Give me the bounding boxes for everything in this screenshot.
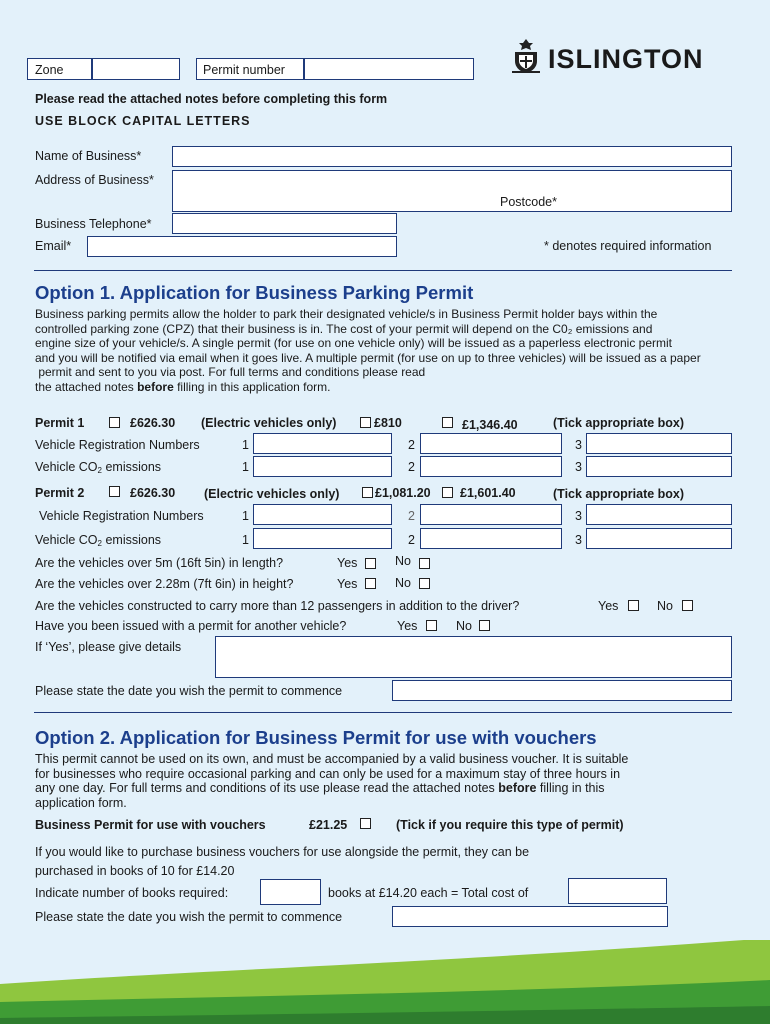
yes-label: Yes: [337, 556, 358, 570]
required-note: * denotes required information: [544, 239, 712, 253]
yes-label: Yes: [397, 619, 418, 633]
option1-line: permit and sent to you via post. For full terms and conditions please read: [35, 365, 426, 380]
commence-date-input-option2[interactable]: [392, 906, 668, 927]
permit2-price2: £1,081.20: [375, 486, 431, 500]
vrn-number: 2: [408, 509, 415, 523]
details-label: If ‘Yes’, please give details: [35, 640, 182, 654]
business-name-input[interactable]: [172, 146, 732, 167]
vouchers-info-line1: If you would like to purchase business vouchers for use alongside the permit, they can be: [35, 845, 530, 859]
option1-title: Option 1. Application for Business Parking Permit: [35, 282, 474, 303]
permit2-price: £626.30: [130, 486, 176, 500]
commence-date-input-option1[interactable]: [392, 680, 732, 701]
option2-line: application form.: [35, 795, 127, 810]
vrn-number: 2: [408, 438, 415, 452]
length-yes-checkbox[interactable]: [365, 558, 376, 569]
option1-description: [35, 307, 735, 395]
email-label: Email*: [35, 239, 72, 253]
length-question: Are the vehicles over 5m (16ft 5in) in length?: [35, 556, 284, 570]
other-permit-no-checkbox[interactable]: [479, 620, 490, 631]
option2-line: [35, 781, 735, 796]
text: filling in this: [536, 781, 605, 796]
option2-line: for businesses who require occasional parking and can only be used for a maximum stay of three hours in: [35, 766, 621, 781]
text: the attached notes: [35, 379, 138, 394]
option1-line: controlled parking zone (CPZ) that their business is in. The cost of your permit will depend on the C0₂ emissions and: [35, 321, 653, 336]
other-permit-yes-checkbox[interactable]: [426, 620, 437, 631]
islington-crest-icon: [510, 38, 542, 74]
notice: Please read the attached notes before completing this form: [35, 92, 388, 106]
vouchers-info-line2: purchased in books of 10 for £14.20: [35, 864, 235, 878]
emphasis: before: [137, 379, 174, 394]
permit1-vrn-input-3[interactable]: [586, 433, 732, 454]
permit2-price3: £1,601.40: [460, 486, 516, 500]
text: emissions: [101, 460, 162, 474]
option2-title: Option 2. Application for Business Permit for use with vouchers: [35, 727, 597, 748]
text: any one day. For full terms and conditions of its use please read the attached notes: [35, 781, 499, 796]
business-name-label: Name of Business*: [35, 149, 142, 163]
option1-line: and you will be notified via email when it goes live. A multiple permit (for use on up to three vehicles) will be issued as a paper: [35, 350, 701, 365]
height-no-checkbox[interactable]: [419, 578, 430, 589]
business-address-input[interactable]: [172, 170, 732, 212]
permit2-co2-input-2[interactable]: [420, 528, 562, 549]
books-quantity-input[interactable]: [260, 879, 321, 905]
business-telephone-label: Business Telephone*: [35, 217, 152, 231]
permit1-vrn-input-1[interactable]: [253, 433, 392, 454]
passengers-no-checkbox[interactable]: [682, 600, 693, 611]
total-cost-input[interactable]: [568, 878, 667, 904]
permit1-vrn-label: Vehicle Registration Numbers: [35, 438, 200, 452]
co2-number: 3: [575, 460, 582, 474]
no-label: No: [395, 554, 411, 568]
permit1-tick-note: (Tick appropriate box): [553, 416, 685, 430]
permit1-price2: £810: [374, 416, 402, 430]
option2-description: [35, 752, 735, 810]
permit1-price3: £1,346.40: [462, 418, 518, 432]
permit2-label: Permit 2: [35, 486, 85, 500]
vrn-number: 3: [575, 509, 582, 523]
permit1-electric-checkbox[interactable]: [360, 417, 371, 428]
co2-number: 2: [408, 533, 415, 547]
permit2-vrn-input-2[interactable]: [420, 504, 562, 525]
vrn-number: 3: [575, 438, 582, 452]
yes-label: Yes: [337, 577, 358, 591]
length-no-checkbox[interactable]: [419, 558, 430, 569]
email-input[interactable]: [87, 236, 397, 257]
permit2-tick-note: (Tick appropriate box): [553, 487, 685, 501]
business-address-label: Address of Business*: [35, 173, 154, 187]
option1-line: Business parking permits allow the holder to park their designated vehicle/s in Business Permit holder bays within the: [35, 307, 658, 321]
permit1-co2-input-1[interactable]: [253, 456, 392, 477]
permit2-electric-label: (Electric vehicles only): [204, 487, 340, 501]
voucher-permit-checkbox[interactable]: [360, 818, 371, 829]
block-capitals-note: USE BLOCK CAPITAL LETTERS: [35, 114, 251, 128]
passengers-question: Are the vehicles constructed to carry more than 12 passengers in addition to the driver?: [35, 599, 520, 613]
co2-number: 1: [242, 460, 249, 474]
permit2-price3-checkbox[interactable]: [442, 487, 453, 498]
zone-input[interactable]: [92, 58, 180, 80]
brand-name: ISLINGTON: [548, 44, 704, 74]
permit1-co2-label: [35, 460, 161, 475]
divider: [34, 712, 732, 713]
vrn-number: 1: [242, 438, 249, 452]
commence-label-option1: Please state the date you wish the permit to commence: [35, 684, 343, 698]
text: 2: [97, 539, 102, 548]
books-cost-label: books at £14.20 each = Total cost of: [328, 886, 529, 900]
yes-label: Yes: [598, 599, 619, 613]
text: filling in this application form.: [173, 379, 331, 394]
voucher-permit-label: Business Permit for use with vouchers: [35, 818, 266, 832]
permit2-vrn-label: Vehicle Registration Numbers: [39, 509, 204, 523]
permit1-label: Permit 1: [35, 416, 85, 430]
permit-number-input[interactable]: [304, 58, 474, 80]
zone-label: Zone: [35, 63, 64, 77]
permit2-electric-checkbox[interactable]: [362, 487, 373, 498]
text: 2: [97, 466, 102, 475]
commence-label-option2: Please state the date you wish the permit to commence: [35, 910, 343, 924]
permit-number-label: Permit number: [203, 63, 285, 77]
permit2-price-checkbox[interactable]: [109, 486, 120, 497]
permit1-price: £626.30: [130, 416, 176, 430]
co2-number: 2: [408, 460, 415, 474]
permit1-electric-label: (Electric vehicles only): [201, 416, 337, 430]
co2-number: 1: [242, 533, 249, 547]
permit1-co2-input-3[interactable]: [586, 456, 732, 477]
footer-wave: [0, 940, 770, 1024]
voucher-permit-tick-note: (Tick if you require this type of permit): [396, 818, 624, 832]
no-label: No: [456, 619, 472, 633]
text: Vehicle CO: [35, 460, 98, 474]
vrn-number: 1: [242, 509, 249, 523]
permit1-price-checkbox[interactable]: [109, 417, 120, 428]
emphasis: before: [498, 781, 537, 796]
passengers-yes-checkbox[interactable]: [628, 600, 639, 611]
voucher-permit-price: £21.25: [309, 818, 348, 832]
option2-line: This permit cannot be used on its own, and must be accompanied by a valid business voucher. It is suitable: [35, 752, 629, 766]
details-input[interactable]: [215, 636, 732, 678]
no-label: No: [657, 599, 673, 613]
height-question: Are the vehicles over 2.28m (7ft 6in) in height?: [35, 577, 294, 591]
text: Vehicle CO: [35, 533, 98, 547]
permit1-vrn-input-2[interactable]: [420, 433, 562, 454]
divider: [34, 270, 732, 271]
no-label: No: [395, 576, 411, 590]
permit1-co2-input-2[interactable]: [420, 456, 562, 477]
postcode-label: Postcode*: [500, 195, 557, 209]
permit2-co2-label: [35, 533, 161, 548]
permit2-vrn-input-1[interactable]: [253, 504, 392, 525]
permit2-vrn-input-3[interactable]: [586, 504, 732, 525]
business-telephone-input[interactable]: [172, 213, 397, 234]
permit2-co2-input-3[interactable]: [586, 528, 732, 549]
permit2-co2-input-1[interactable]: [253, 528, 392, 549]
books-label: Indicate number of books required:: [35, 886, 229, 900]
option1-line: [35, 380, 735, 395]
permit1-price3-checkbox[interactable]: [442, 417, 453, 428]
other-permit-question: Have you been issued with a permit for another vehicle?: [35, 619, 347, 633]
option1-line: engine size of your vehicle/s. A single permit (for use on one vehicle only) will be issued as a paperless electronic permit: [35, 336, 672, 351]
height-yes-checkbox[interactable]: [365, 578, 376, 589]
co2-number: 3: [575, 533, 582, 547]
text: emissions: [101, 533, 162, 547]
